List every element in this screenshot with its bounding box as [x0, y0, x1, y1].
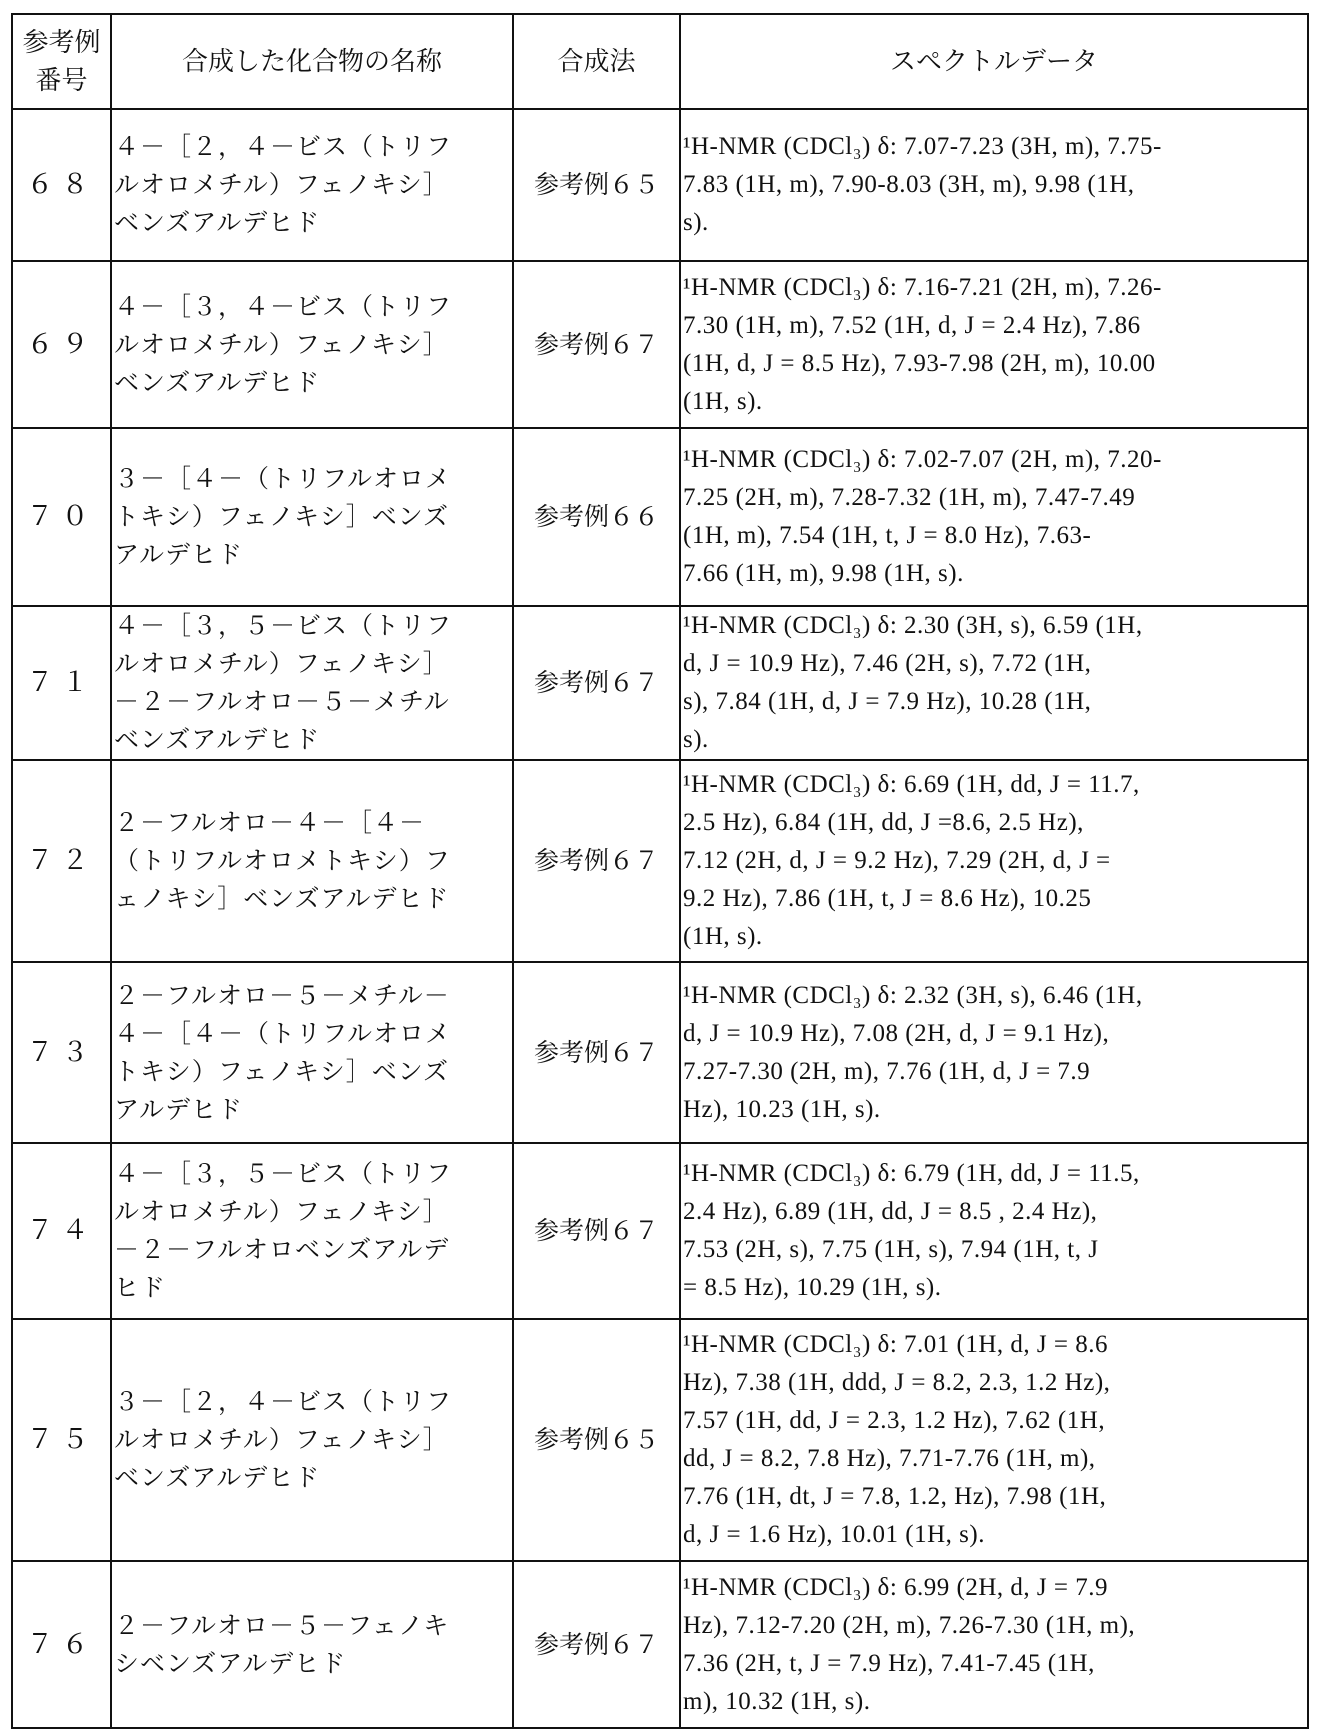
compound-name-line: ベンズアルデヒド: [114, 721, 512, 759]
ref-no-cell: ７１: [12, 606, 111, 760]
spectra-line: (1H, d, J = 8.5 Hz), 7.93-7.98 (2H, m), 10.00: [683, 345, 1307, 383]
compound-name-line: ４－［３，５－ビス（トリフ: [114, 1155, 512, 1193]
compound-name-line: ヒド: [114, 1269, 512, 1307]
spectra-cell: [680, 109, 1308, 261]
compound-name-cell: [111, 606, 513, 760]
compound-name-line: （トリフルオロメトキシ）フ: [114, 842, 512, 880]
reference-example-table: [11, 13, 1309, 1729]
spectra-line: d, J = 10.9 Hz), 7.08 (2H, d, J = 9.1 Hz),: [683, 1015, 1307, 1053]
spectra-line: 7.12 (2H, d, J = 9.2 Hz), 7.29 (2H, d, J =: [683, 842, 1307, 880]
table-row: [12, 606, 1308, 760]
method-cell: 参考例６５: [513, 1319, 680, 1561]
compound-name-line: ４－［２，４－ビス（トリフ: [114, 128, 512, 166]
spectra-line: 7.57 (1H, dd, J = 2.3, 1.2 Hz), 7.62 (1H,: [683, 1402, 1307, 1440]
spectra-line: ¹H-NMR (CDCl₃) δ: 7.16-7.21 (2H, m), 7.26-: [683, 269, 1307, 307]
spectra-line: (1H, m), 7.54 (1H, t, J = 8.0 Hz), 7.63-: [683, 517, 1307, 555]
spectra-line: s).: [683, 204, 1307, 242]
compound-name-line: トキシ）フェノキシ］ベンズ: [114, 1053, 512, 1091]
method-cell: 参考例６５: [513, 109, 680, 261]
spectra-line: s).: [683, 721, 1307, 759]
header-row: [12, 14, 1308, 109]
spectra-cell: [680, 1143, 1308, 1319]
spectra-line: (1H, s).: [683, 383, 1307, 421]
spectra-line: 7.53 (2H, s), 7.75 (1H, s), 7.94 (1H, t, J: [683, 1231, 1307, 1269]
table-row: [12, 1319, 1308, 1561]
spectra-line: ¹H-NMR (CDCl₃) δ: 6.69 (1H, dd, J = 11.7,: [683, 766, 1307, 804]
table-row: [12, 962, 1308, 1143]
header-method: 合成法: [513, 14, 680, 109]
spectra-line: d, J = 10.9 Hz), 7.46 (2H, s), 7.72 (1H,: [683, 645, 1307, 683]
method-cell: 参考例６７: [513, 261, 680, 428]
header-ref-no-line: 番号: [13, 62, 110, 100]
spectra-line: Hz), 7.12-7.20 (2H, m), 7.26-7.30 (1H, m),: [683, 1607, 1307, 1645]
table-row: [12, 428, 1308, 606]
spectra-line: dd, J = 8.2, 7.8 Hz), 7.71-7.76 (1H, m),: [683, 1440, 1307, 1478]
compound-name-line: ベンズアルデヒド: [114, 364, 512, 402]
compound-name-line: ４－［３，４－ビス（トリフ: [114, 288, 512, 326]
spectra-line: d, J = 1.6 Hz), 10.01 (1H, s).: [683, 1516, 1307, 1554]
spectra-line: 9.2 Hz), 7.86 (1H, t, J = 8.6 Hz), 10.25: [683, 880, 1307, 918]
spectra-line: ¹H-NMR (CDCl₃) δ: 2.32 (3H, s), 6.46 (1H,: [683, 977, 1307, 1015]
spectra-line: s), 7.84 (1H, d, J = 7.9 Hz), 10.28 (1H,: [683, 683, 1307, 721]
compound-name-line: ベンズアルデヒド: [114, 1459, 512, 1497]
spectra-line: = 8.5 Hz), 10.29 (1H, s).: [683, 1269, 1307, 1307]
compound-name-line: ４－［４－（トリフルオロメ: [114, 1015, 512, 1053]
compound-name-cell: [111, 1319, 513, 1561]
ref-no-cell: ６９: [12, 261, 111, 428]
compound-name-cell: [111, 1143, 513, 1319]
ref-no-cell: ７５: [12, 1319, 111, 1561]
spectra-line: 2.4 Hz), 6.89 (1H, dd, J = 8.5 , 2.4 Hz),: [683, 1193, 1307, 1231]
method-cell: 参考例６７: [513, 606, 680, 760]
compound-name-line: －２－フルオロベンズアルデ: [114, 1231, 512, 1269]
spectra-line: Hz), 10.23 (1H, s).: [683, 1091, 1307, 1129]
spectra-cell: [680, 760, 1308, 962]
spectra-line: 7.66 (1H, m), 9.98 (1H, s).: [683, 555, 1307, 593]
ref-no-cell: ６８: [12, 109, 111, 261]
compound-name-line: －２－フルオロ－５－メチル: [114, 683, 512, 721]
compound-name-line: ルオロメチル）フェノキシ］: [114, 1421, 512, 1459]
table-row: [12, 109, 1308, 261]
compound-name-cell: [111, 1561, 513, 1728]
compound-name-line: アルデヒド: [114, 1091, 512, 1129]
compound-name-line: ルオロメチル）フェノキシ］: [114, 1193, 512, 1231]
table-row: [12, 760, 1308, 962]
method-cell: 参考例６７: [513, 962, 680, 1143]
compound-name-cell: [111, 109, 513, 261]
spectra-line: 2.5 Hz), 6.84 (1H, dd, J =8.6, 2.5 Hz),: [683, 804, 1307, 842]
spectra-line: ¹H-NMR (CDCl₃) δ: 7.01 (1H, d, J = 8.6: [683, 1326, 1307, 1364]
compound-name-line: アルデヒド: [114, 536, 512, 574]
spectra-line: ¹H-NMR (CDCl₃) δ: 7.02-7.07 (2H, m), 7.20-: [683, 441, 1307, 479]
compound-name-line: ルオロメチル）フェノキシ］: [114, 326, 512, 364]
compound-name-line: シベンズアルデヒド: [114, 1645, 512, 1683]
header-compound-name: 合成した化合物の名称: [111, 14, 513, 109]
spectra-line: ¹H-NMR (CDCl₃) δ: 6.99 (2H, d, J = 7.9: [683, 1569, 1307, 1607]
table-row: [12, 1143, 1308, 1319]
ref-no-cell: ７６: [12, 1561, 111, 1728]
spectra-line: (1H, s).: [683, 918, 1307, 956]
spectra-line: m), 10.32 (1H, s).: [683, 1683, 1307, 1721]
method-cell: 参考例６７: [513, 1561, 680, 1728]
compound-name-line: ベンズアルデヒド: [114, 204, 512, 242]
header-ref-no: [12, 14, 111, 109]
spectra-line: Hz), 7.38 (1H, ddd, J = 8.2, 2.3, 1.2 Hz),: [683, 1364, 1307, 1402]
spectra-cell: [680, 606, 1308, 760]
compound-name-line: ルオロメチル）フェノキシ］: [114, 166, 512, 204]
compound-name-line: ４－［３，５－ビス（トリフ: [114, 607, 512, 645]
spectra-line: ¹H-NMR (CDCl₃) δ: 6.79 (1H, dd, J = 11.5,: [683, 1155, 1307, 1193]
compound-name-line: ３－［４－（トリフルオロメ: [114, 460, 512, 498]
spectra-line: 7.27-7.30 (2H, m), 7.76 (1H, d, J = 7.9: [683, 1053, 1307, 1091]
ref-no-cell: ７３: [12, 962, 111, 1143]
spectra-cell: [680, 962, 1308, 1143]
method-cell: 参考例６６: [513, 428, 680, 606]
method-cell: 参考例６７: [513, 1143, 680, 1319]
compound-name-line: ２－フルオロ－５－フェノキ: [114, 1607, 512, 1645]
spectra-cell: [680, 1561, 1308, 1728]
ref-no-cell: ７０: [12, 428, 111, 606]
table-row: [12, 1561, 1308, 1728]
spectra-cell: [680, 428, 1308, 606]
compound-name-line: ルオロメチル）フェノキシ］: [114, 645, 512, 683]
compound-name-cell: [111, 261, 513, 428]
method-cell: 参考例６７: [513, 760, 680, 962]
spectra-line: 7.30 (1H, m), 7.52 (1H, d, J = 2.4 Hz), 7.86: [683, 307, 1307, 345]
compound-name-line: ェノキシ］ベンズアルデヒド: [114, 880, 512, 918]
compound-name-line: ３－［２，４－ビス（トリフ: [114, 1383, 512, 1421]
spectra-line: 7.36 (2H, t, J = 7.9 Hz), 7.41-7.45 (1H,: [683, 1645, 1307, 1683]
compound-name-cell: [111, 428, 513, 606]
spectra-line: ¹H-NMR (CDCl₃) δ: 2.30 (3H, s), 6.59 (1H,: [683, 607, 1307, 645]
compound-name-line: ２－フルオロ－５－メチル－: [114, 977, 512, 1015]
header-spectra: スペクトルデータ: [680, 14, 1308, 109]
spectra-line: 7.83 (1H, m), 7.90-8.03 (3H, m), 9.98 (1H,: [683, 166, 1307, 204]
spectra-cell: [680, 1319, 1308, 1561]
compound-name-line: トキシ）フェノキシ］ベンズ: [114, 498, 512, 536]
spectra-line: ¹H-NMR (CDCl₃) δ: 7.07-7.23 (3H, m), 7.75-: [683, 128, 1307, 166]
header-ref-no-line: 参考例: [13, 24, 110, 62]
ref-no-cell: ７４: [12, 1143, 111, 1319]
spectra-line: 7.25 (2H, m), 7.28-7.32 (1H, m), 7.47-7.49: [683, 479, 1307, 517]
ref-no-cell: ７２: [12, 760, 111, 962]
compound-name-line: ２－フルオロ－４－［４－: [114, 804, 512, 842]
spectra-cell: [680, 261, 1308, 428]
compound-name-cell: [111, 760, 513, 962]
spectra-line: 7.76 (1H, dt, J = 7.8, 1.2, Hz), 7.98 (1H,: [683, 1478, 1307, 1516]
table-row: [12, 261, 1308, 428]
compound-name-cell: [111, 962, 513, 1143]
